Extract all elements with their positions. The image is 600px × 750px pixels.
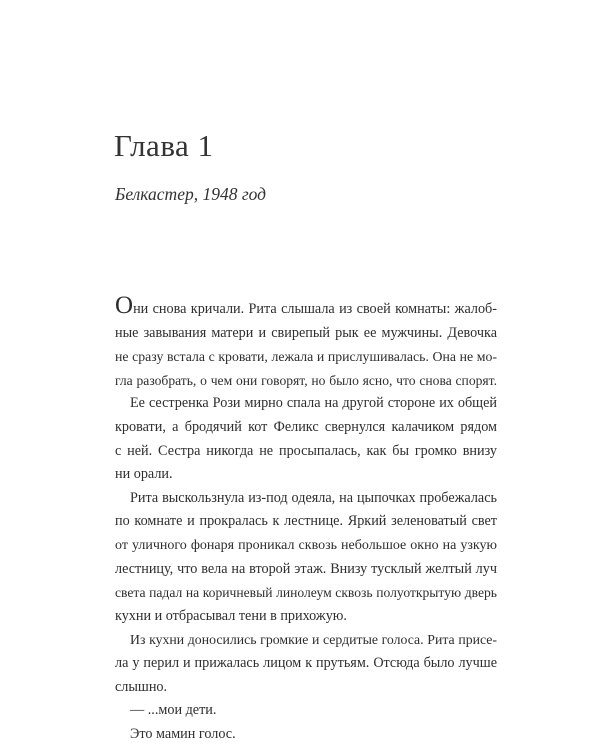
drop-cap: О: [115, 292, 134, 319]
text-line: Ее сестренка Рози мирно спала на другой стороне их общей: [130, 395, 497, 412]
text-line: от уличного фонаря проникал сквозь небольшое окно на узкую: [115, 537, 497, 553]
text-line: лестницу, что вела на второй этаж. Внизу тусклый желтый луч: [115, 560, 497, 577]
text-line: не сразу встала с кровати, лежала и прислушивалась. Она не мо-: [115, 349, 497, 365]
text-line: с ней. Сестра никогда не просыпалась, как бы громко внизу: [115, 442, 497, 459]
text-line: кровати, а бродячий кот Феликс свернулся калачиком рядом: [115, 418, 497, 435]
text-line: ни орали.: [115, 466, 173, 483]
text-line: Рита выскользнула из-под одеяла, на цыпочках пробежалась: [130, 489, 497, 506]
text-line-content: ни снова кричали. Рита слышала из своей комнаты: жалоб-: [133, 301, 497, 317]
text-line: Это мамин голос.: [130, 725, 236, 742]
text-line: — ...мои дети.: [130, 702, 217, 719]
chapter-text: [115, 292, 497, 746]
text-line: света падал на коричневый линолеум сквозь полуоткрытую дверь: [115, 585, 497, 601]
text-line: слышно.: [115, 678, 168, 695]
text-line: по комнате и прокралась к лестнице. Яркий зеленоватый свет: [115, 513, 497, 530]
text-line: [115, 292, 497, 322]
text-line: ные завывания матери и свирепый рык ее мужчины. Девочка: [115, 324, 497, 341]
chapter-subtitle: Белкастер, 1948 год: [115, 184, 267, 204]
text-line: кухни и отбрасывал тени в прихожую.: [115, 607, 347, 624]
text-line: ла у перил и прижалась лицом к прутьям. Отсюда было лучше: [115, 654, 497, 671]
chapter-title: Глава 1: [114, 128, 214, 163]
text-line: гла разобрать, о чем они говорят, но было ясно, что снова спорят.: [115, 372, 497, 388]
text-line: Из кухни доносились громкие и сердитые голоса. Рита присе-: [130, 632, 497, 648]
